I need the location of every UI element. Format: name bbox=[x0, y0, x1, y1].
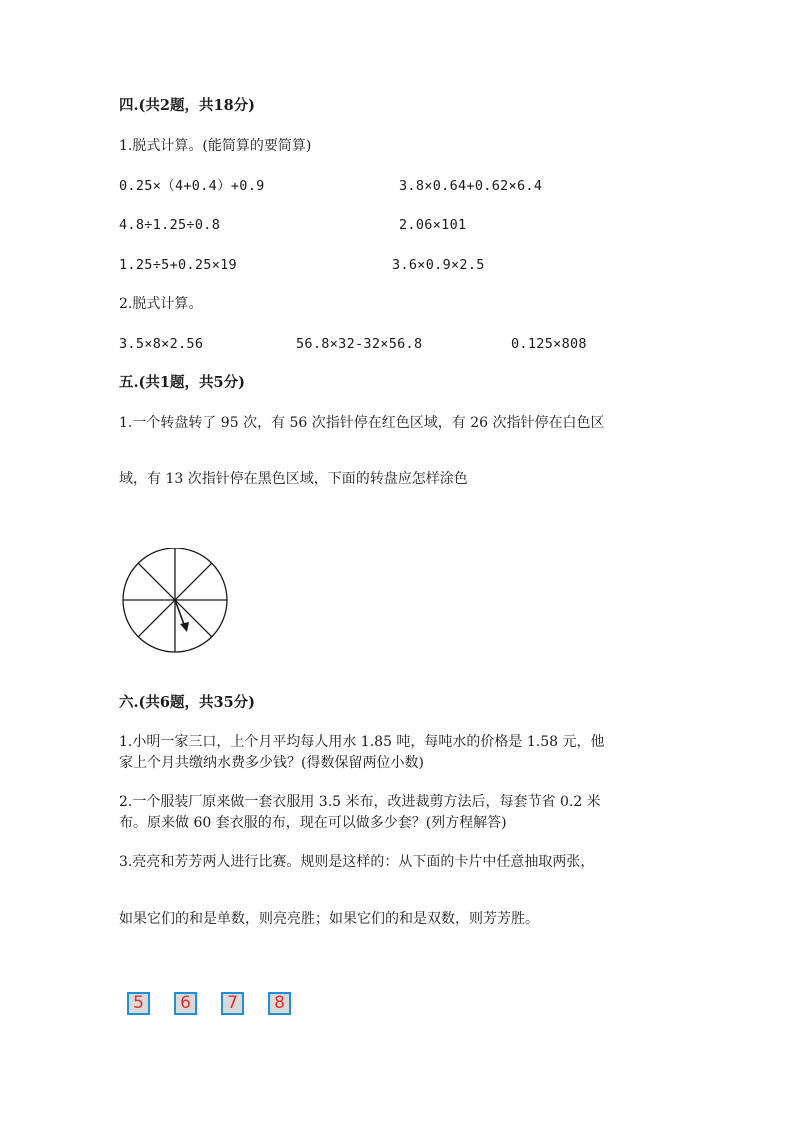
number-card-7: 7 bbox=[221, 992, 244, 1015]
section-6-heading: 六.(共6题，共35分) bbox=[119, 694, 256, 711]
section-4-heading: 四.(共2题，共18分) bbox=[119, 97, 256, 114]
section-6-q2-line1: 2.一个服装厂原来做一套衣服用 3.5 米布，改进裁剪方法后，每套节省 0.2 米 bbox=[119, 794, 601, 810]
section-6-q3-line2: 如果它们的和是单数，则亮亮胜；如果它们的和是双数，则芳芳胜。 bbox=[119, 911, 539, 927]
section-6-q1-line1: 1.小明一家三口，上个月平均每人用水 1.85 吨，每吨水的价格是 1.58 元，他 bbox=[119, 734, 605, 750]
calc-item: 2.06×101 bbox=[399, 217, 467, 233]
section-5-q1-line1: 1.一个转盘转了 95 次，有 56 次指针停在红色区域，有 26 次指针停在白色区 bbox=[119, 415, 605, 431]
section-5-q1-line2: 域，有 13 次指针停在黑色区域，下面的转盘应怎样涂色 bbox=[119, 471, 468, 487]
spinner-pointer bbox=[175, 600, 185, 627]
calc-item: 1.25÷5+0.25×19 bbox=[119, 257, 237, 273]
number-card-5: 5 bbox=[127, 992, 150, 1015]
number-card-8: 8 bbox=[268, 992, 291, 1015]
calc-item: 4.8÷1.25÷0.8 bbox=[119, 217, 221, 233]
number-card-6: 6 bbox=[174, 992, 197, 1015]
section-5-heading: 五.(共1题，共5分) bbox=[119, 374, 245, 391]
spinner-pointer-arrowhead bbox=[180, 622, 189, 632]
section-6-q3-line1: 3.亮亮和芳芳两人进行比赛。规则是这样的：从下面的卡片中任意抽取两张， bbox=[119, 854, 595, 870]
section-6-q2-line2: 布。原来做 60 套衣服的布，现在可以做多少套？(列方程解答) bbox=[119, 815, 507, 831]
calc-item: 0.125×808 bbox=[511, 336, 587, 352]
section-6-q1-line2: 家上个月共缴纳水费多少钱？(得数保留两位小数) bbox=[119, 755, 424, 771]
calc-item: 56.8×32-32×56.8 bbox=[296, 336, 423, 352]
calc-item: 3.6×0.9×2.5 bbox=[392, 257, 485, 273]
spinner-wheel-diagram bbox=[119, 548, 231, 654]
section-4-q1-title: 1.脱式计算。(能简算的要简算) bbox=[119, 138, 312, 154]
section-4-q2-title: 2.脱式计算。 bbox=[119, 296, 203, 312]
calc-item: 3.8×0.64+0.62×6.4 bbox=[399, 178, 543, 194]
calc-item: 3.5×8×2.56 bbox=[119, 336, 204, 352]
calc-item: 0.25×（4+0.4）+0.9 bbox=[119, 178, 265, 194]
